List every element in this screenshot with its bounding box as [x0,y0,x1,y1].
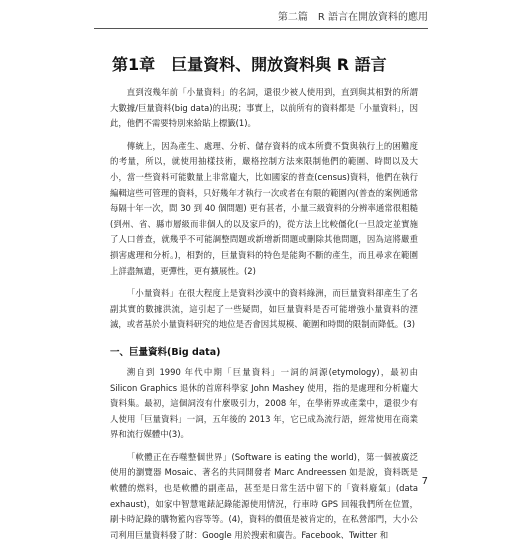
page-number: 7 [421,476,428,487]
page-body [110,85,418,550]
running-header-title: 第二篇 R 語言在開放資料的應用 [277,12,428,23]
section-heading-big-data: 一、巨量資料(Big data) [110,346,221,358]
paragraph-small-data: 直到沒幾年前「小量資料」的名詞，還很少被人使用到，直到與其相對的所謂大數據/巨量資料(big data)的出現；事實上，以前所有的資料都是「小量資料」，因此，他們不需要特別來給貼上標籤(1)。 [110,87,418,129]
header-rule [94,28,428,29]
paragraph-data-oasis: 「小量資料」在很大程度上是資料沙漠中的資料綠洲，而巨量資料卻產生了名副其實的數據洪流，這引起了一些疑問，如巨量資料是否可能增強小量資料的湮滅，或者基於小量資料研究的地位是否會因其規模、範圍和時間的限制而降低。(3) [110,288,418,330]
paragraph-traditional-data: 傳統上，因為產生、處理、分析、儲存資料的成本所費不貲與執行上的困難度的考量，所以，就使用抽樣技術，嚴格控制方法來限制他們的範圍、時間以及大小，當一些資料可能數量上非常龐大，比如國家的普查(census)資料，他們在執行編輯這些可管理的資料，只好幾年才執行一次或者在有限的範圍內(普查的案例通常每隔十年一次，間 30 到 40 個問題) 更有甚者，小量三級資料的分辨率通常很粗糙(到州、省、縣市層級而非個人的以及家戶的)，從方法上比較僵化(一旦設定並實施了人口普查，就幾乎不可能調整問題或新增新問題或刪除其他問題，因為這將嚴重損害處理和分析。)，相對的，巨量資料的特色是能夠不斷的產生，而且尋求在範圍上詳盡無遺，更彈性，更有擴展性。(2) [110,140,418,276]
paragraph-etymology: 溯自到 1990 年代中期「巨量資料」一詞的詞源(etymology)，最初由 Silicon Graphics 退休的首席科學家 John Mashey 使用，指的是處理和分析龐大資料集。最初，這個詞沒有什麼吸引力，2008 年，在學術界或產業中，還很少有人使用「巨量資料」一詞，五年後的 2013 年，它已成為流行語，經常使用在商業界和流行媒體中(3)。 [110,366,418,440]
paragraph-software-eating-world: 「軟體正在吞噬整個世界」(Software is eating the world)，第一個被廣泛使用的瀏覽器 Mosaic、著名的共同開發者 Marc Andreessen 如是說，資料既是軟體的燃料，也是軟體的副產品，甚至是日常生活中留下的「資料廢氣」(data exhaust)，如家中智慧電錶記錄能源使用情況，行車時 GPS 回報我們所在位置，刷卡時記錄的購物籃內容等等。(4)，資料的價值是被肯定的，在私營部門，大小公司利用巨量資料發了財：Google 用於搜索和廣告。Facebook、Twitter 和 [110,451,418,540]
chapter-title: 第1章 巨量資料、開放資料與 R 語言 [112,55,387,74]
running-header [0,0,520,30]
